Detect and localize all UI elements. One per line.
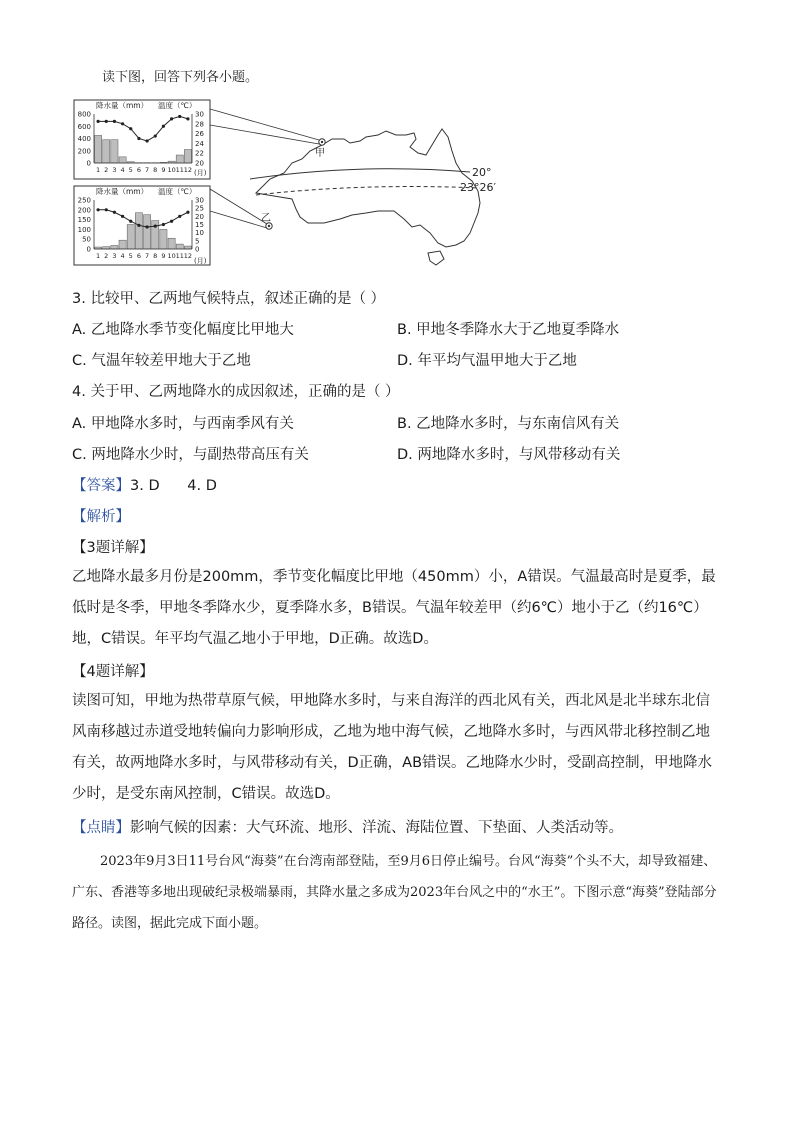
yi-left-tick-label: 150 (77, 216, 91, 225)
q3-stem: 3. 比较甲、乙两地气候特点，叙述正确的是（ ） (72, 291, 386, 307)
jia-month-label: 1 (96, 166, 101, 174)
tropic-label: 23°26′ (460, 181, 496, 194)
detail4-text: 读图可知，甲地为热带草原气候，甲地降水多时，与来自海洋的西北风有关，西北风是北半球东北信风南移越过赤道受地转偏向力影响形成，乙地为地中海气候，乙地降水多时，与西风带北移控制乙地有关，故两地降水多时，与风带移动有关，D正确，AB错误。乙地降水少时，受副高控制，甲地降水少时，是受东南风控制，C错误。故选D。 (72, 693, 713, 802)
yi-month-label: 12 (183, 252, 193, 260)
jia-month-label: 11 (175, 166, 184, 174)
yi-month-label: 10 (167, 252, 176, 260)
yi-temp-point (137, 224, 140, 227)
yi-left-tick-label: 100 (77, 225, 91, 234)
q3-option-b[interactable]: B. 甲地冬季降水大于乙地夏季降水 (397, 322, 620, 338)
jia-right-tick-label: 22 (195, 149, 204, 158)
q4-option-b[interactable]: B. 乙地降水多时，与东南信风有关 (397, 416, 620, 432)
chart-jia-month-unit: (月) (194, 169, 207, 177)
yi-month-label: 6 (136, 252, 141, 260)
jia-label: 甲 (315, 148, 325, 159)
chart-jia (74, 100, 210, 179)
chart-yi-month-unit: (月) (194, 257, 207, 265)
yi-right-tick-label: 20 (195, 212, 204, 221)
yi-temp-point (96, 208, 99, 211)
yi-month-label: 4 (120, 252, 125, 260)
yi-precip-bar (184, 246, 191, 249)
jia-temp-point (186, 117, 189, 120)
yi-temp-point (162, 223, 165, 226)
yi-right-tick-label: 15 (195, 221, 204, 229)
yi-right-tick-label: 0 (195, 245, 200, 254)
yi-leader-line-2 (210, 211, 267, 228)
chart-jia-right-axis-title: 温度（℃） (158, 101, 197, 110)
jia-left-tick-label: 0 (86, 159, 91, 168)
jia-month-label: 9 (161, 166, 166, 174)
jia-month-label: 4 (120, 166, 125, 174)
jia-temp-point (170, 117, 173, 120)
jia-precip-bar (119, 157, 126, 163)
tip-tag: 【点睛】 (72, 820, 130, 836)
jia-right-tick-label: 24 (195, 139, 204, 148)
yi-precip-bar (144, 215, 151, 249)
jia-temp-point (129, 127, 132, 130)
yi-right-tick-label: 10 (195, 229, 204, 238)
jia-left-tick-label: 800 (77, 110, 91, 119)
yi-month-label: 1 (96, 252, 101, 260)
yi-left-tick-label: 200 (77, 206, 91, 215)
yi-temp-point (154, 225, 157, 228)
jia-leader-line (210, 109, 319, 140)
jia-month-label: 8 (153, 166, 158, 174)
chart-yi-left-axis-title: 降水量（mm） (96, 187, 149, 196)
australia-outline (256, 129, 480, 247)
detail4-tag: 【4题详解】 (72, 664, 154, 680)
yi-precip-bar (160, 229, 167, 249)
jia-right-tick-label: 30 (195, 110, 204, 119)
yi-temp-point (121, 215, 124, 218)
analysis-tag: 【解析】 (72, 509, 130, 525)
jia-leader-line-2 (210, 125, 319, 144)
jia-right-tick-label: 26 (195, 130, 204, 139)
q4-option-a[interactable]: A. 甲地降水多时，与西南季风有关 (72, 416, 294, 432)
jia-temp-point (145, 139, 148, 142)
chart-jia-left-axis-title: 降水量（mm） (96, 101, 149, 110)
jia-precip-bar (111, 140, 118, 163)
yi-left-tick-label: 50 (82, 235, 91, 244)
yi-month-label: 2 (104, 252, 109, 260)
tip-line (72, 816, 623, 837)
jia-month-label: 5 (128, 166, 133, 174)
yi-temp-point (145, 225, 148, 228)
yi-month-label: 3 (112, 252, 117, 260)
yi-month-label: 11 (175, 252, 184, 260)
jia-month-label: 12 (183, 166, 193, 174)
jia-month-label: 10 (167, 166, 176, 174)
jia-temp-point (162, 125, 165, 128)
answer-line (72, 474, 217, 495)
jia-temp-point (96, 120, 99, 123)
yi-right-tick-label: 25 (195, 204, 204, 213)
yi-month-label: 7 (145, 252, 150, 260)
q3-option-a[interactable]: A. 乙地降水季节变化幅度比甲地大 (72, 322, 294, 338)
yi-precip-bar (168, 238, 175, 249)
jia-precip-bar (184, 150, 191, 163)
jia-month-label: 7 (145, 166, 150, 174)
yi-left-tick-label: 0 (86, 245, 91, 254)
jia-left-tick-label: 600 (77, 122, 91, 131)
yi-precip-bar (119, 240, 126, 249)
jia-precip-bar (176, 155, 183, 163)
chart-yi (74, 186, 210, 265)
yi-month-label: 9 (161, 252, 166, 260)
jia-left-tick-label: 200 (77, 147, 91, 156)
answer-text: 3. D 4. D (130, 478, 217, 494)
q4-stem: 4. 关于甲、乙两地降水的成因叙述，正确的是（ ） (72, 384, 400, 400)
jia-month-label: 3 (112, 166, 117, 174)
australia-map (210, 109, 496, 265)
yi-month-label: 5 (128, 252, 133, 260)
tip-text: 影响气候的因素：大气环流、地形、洋流、海陆位置、下垫面、人类活动等。 (130, 820, 623, 836)
q4-option-c[interactable]: C. 两地降水少时，与副热带高压有关 (72, 447, 309, 463)
yi-left-tick-label: 250 (77, 196, 91, 205)
tasmania-outline (428, 251, 444, 265)
jia-temp-point (113, 120, 116, 123)
jia-month-label: 2 (104, 166, 109, 174)
jia-precip-bar (103, 140, 110, 163)
yi-temp-point (178, 215, 181, 218)
yi-precip-bar (135, 213, 142, 249)
detail3-text: 乙地降水最多月份是200mm，季节变化幅度比甲地（450mm）小，A错误。气温最高时是夏季，最低时是冬季，甲地冬季降水少，夏季降水多，B错误。气温年较差甲（约6℃）地小于乙（约16℃）地，C错误。年平均气温乙地小于甲地，D正确。故选D。 (72, 569, 716, 647)
yi-precip-bar (111, 245, 118, 249)
yi-temp-point (186, 211, 189, 214)
intro-text: 读下图，回答下列各小题。 (102, 70, 259, 85)
jia-temp-point (154, 134, 157, 137)
jia-temp-point (121, 122, 124, 125)
jia-left-tick-label: 400 (77, 135, 91, 143)
jia-month-label: 6 (136, 166, 141, 174)
jia-temp-point (137, 137, 140, 140)
yi-precip-bar (176, 244, 183, 249)
q3-option-d[interactable]: D. 年平均气温甲地大于乙地 (397, 353, 577, 369)
latitude-20-label: 20° (472, 166, 492, 179)
yi-temp-point (129, 220, 132, 223)
yi-temp-point (170, 220, 173, 223)
jia-temp-point (178, 115, 181, 118)
jia-right-tick-label: 28 (195, 120, 204, 129)
q4-option-d[interactable]: D. 两地降水多时，与风带移动有关 (397, 447, 621, 463)
chart-yi-right-axis-title: 温度（℃） (158, 187, 197, 196)
yi-right-tick-label: 30 (195, 196, 204, 205)
yi-label: 乙 (261, 213, 271, 224)
yi-month-label: 8 (153, 252, 158, 260)
jia-precip-bar (95, 135, 102, 163)
yi-right-tick-label: 5 (195, 237, 200, 246)
yi-temp-point (105, 208, 108, 211)
climate-figure (60, 95, 496, 270)
q3-option-c[interactable]: C. 气温年较差甲地大于乙地 (72, 353, 251, 369)
yi-precip-bar (127, 225, 134, 250)
detail3-tag: 【3题详解】 (72, 540, 154, 556)
answer-tag: 【答案】 (72, 478, 130, 494)
jia-right-tick-label: 20 (195, 159, 204, 168)
yi-temp-point (113, 211, 116, 214)
next-material-text: 2023年9月3日11号台风“海葵”在台湾南部登陆，至9月6日停止编号。台风“海葵”个头不大，却导致福建、广东、香港等多地出现破纪录极端暴雨，其降水量之多成为2023年台风之中的“水王”。下图示意“海葵”登陆部分路径。读图，据此完成下面小题。 (72, 854, 717, 931)
jia-temp-point (105, 120, 108, 123)
